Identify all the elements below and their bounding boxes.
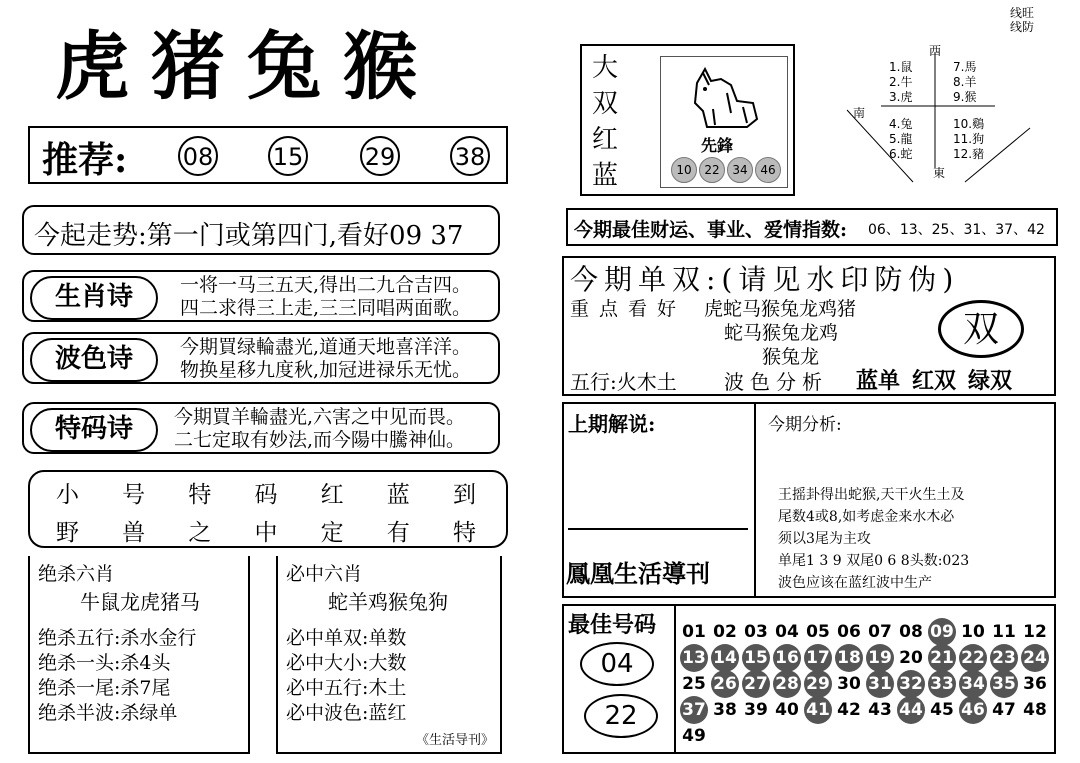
wave-label: 波色分析 bbox=[724, 370, 828, 394]
kill-item bbox=[38, 701, 196, 726]
must-item bbox=[286, 626, 406, 651]
focus-line: 虎蛇马猴兔龙鸡猪 bbox=[704, 298, 857, 320]
must-animals: 蛇羊鸡猴兔狗 bbox=[328, 590, 448, 614]
best-numbers-box bbox=[562, 604, 1056, 754]
banner-row bbox=[56, 514, 476, 547]
zodiac-item: 5.龍 bbox=[889, 132, 913, 146]
focus-line: 猴兔龙 bbox=[762, 346, 820, 368]
banner-char: 红 bbox=[320, 482, 344, 508]
banner-char: 特 bbox=[452, 520, 476, 546]
poem-label: 生肖诗 bbox=[30, 276, 158, 320]
banner-char: 中 bbox=[254, 520, 278, 546]
banner-box bbox=[28, 470, 508, 548]
compass-east: 東 bbox=[933, 166, 946, 180]
topright-notes bbox=[1010, 6, 1034, 34]
divider bbox=[568, 528, 748, 530]
grid-number: 47 bbox=[992, 700, 1016, 720]
zodiac-right bbox=[953, 60, 984, 162]
must-item bbox=[286, 651, 406, 676]
grid-number: 29 bbox=[804, 670, 832, 698]
analysis-line: 尾数4或8,如考虑金来水木必 bbox=[778, 509, 955, 525]
grid-number: 25 bbox=[682, 674, 706, 694]
grid-number: 33 bbox=[928, 670, 956, 698]
grid-number: 07 bbox=[868, 622, 892, 642]
must-item-label: 必中五行: bbox=[286, 677, 369, 699]
note-line: 线防 bbox=[1010, 20, 1035, 34]
must-title: 必中六肖 bbox=[286, 563, 363, 585]
kill-title: 绝杀六肖 bbox=[38, 563, 115, 585]
kill-item-value: 杀水金行 bbox=[120, 627, 197, 649]
grid-number: 14 bbox=[711, 644, 739, 672]
dog-ball: 10 bbox=[671, 157, 697, 183]
wuxing-text: 五行:火木土 bbox=[570, 370, 677, 394]
grid-number: 05 bbox=[806, 622, 830, 642]
double-badge: 双 bbox=[938, 300, 1024, 358]
banner-char: 小 bbox=[56, 482, 79, 508]
mascot-box bbox=[580, 44, 795, 196]
zodiac-item: 2.牛 bbox=[889, 75, 913, 89]
grid-number: 11 bbox=[992, 622, 1016, 642]
must-item-value: 木土 bbox=[368, 677, 407, 699]
zodiac-item: 10.鷄 bbox=[953, 117, 985, 131]
zodiac-compass bbox=[845, 40, 1040, 190]
must-panel bbox=[276, 556, 502, 754]
kill-item-label: 绝杀五行: bbox=[38, 627, 121, 649]
trend-box bbox=[22, 205, 500, 255]
must-item bbox=[286, 701, 406, 726]
zodiac-item: 9.猴 bbox=[953, 90, 977, 104]
last-label: 上期解说: bbox=[568, 412, 656, 436]
must-item-value: 单数 bbox=[368, 627, 407, 649]
zodiac-left bbox=[889, 60, 912, 162]
grid-number: 45 bbox=[930, 700, 954, 720]
grid-number: 08 bbox=[899, 622, 923, 642]
grid-number: 03 bbox=[744, 622, 768, 642]
grid-number: 28 bbox=[773, 670, 801, 698]
grid-number: 04 bbox=[775, 622, 799, 642]
zodiac-item: 4.兔 bbox=[889, 117, 913, 131]
recommend-box bbox=[28, 126, 508, 184]
banner-char: 蓝 bbox=[386, 482, 410, 508]
grid-number: 02 bbox=[713, 622, 737, 642]
best-picks-panel bbox=[564, 606, 676, 752]
wave-values bbox=[856, 364, 1012, 395]
poem-row bbox=[22, 270, 500, 322]
kill-item bbox=[38, 676, 196, 701]
banner-char: 到 bbox=[452, 482, 476, 508]
banner-char: 野 bbox=[56, 520, 79, 546]
recommend-number: 29 bbox=[360, 136, 400, 176]
analysis-line: 王摇卦得出蛇猴,天干火生土及 bbox=[778, 487, 965, 503]
grid-number: 23 bbox=[990, 644, 1018, 672]
grid-number: 26 bbox=[711, 670, 739, 698]
poem-line: 物换星移九度秋,加冠进禄乐无忧。 bbox=[180, 359, 472, 381]
oddeven-title: 今期单双:(请见水印防伪) bbox=[570, 263, 960, 296]
fortune-box bbox=[566, 208, 1058, 246]
analysis-text bbox=[778, 484, 969, 594]
best-label: 最佳号码 bbox=[568, 612, 657, 638]
wave-value: 红双 bbox=[912, 368, 957, 394]
analysis-line: 波色应该在蓝红波中生产 bbox=[778, 575, 932, 591]
kill-animals: 牛鼠龙虎猪马 bbox=[80, 590, 200, 614]
grid-number: 18 bbox=[835, 644, 863, 672]
grid-number: 19 bbox=[866, 644, 894, 672]
grid-number: 27 bbox=[742, 670, 770, 698]
poem-row bbox=[22, 332, 500, 384]
dog-icon bbox=[687, 63, 763, 131]
grid-number: 42 bbox=[837, 700, 861, 720]
oddeven-box bbox=[562, 256, 1056, 396]
kill-item-label: 绝杀一头: bbox=[38, 652, 121, 674]
grid-number: 31 bbox=[866, 670, 894, 698]
kill-item bbox=[38, 626, 196, 651]
grid-number: 35 bbox=[990, 670, 1018, 698]
recommend-number: 15 bbox=[268, 136, 308, 176]
grid-number: 22 bbox=[959, 644, 987, 672]
grid-number: 49 bbox=[682, 726, 706, 746]
analysis-line: 单尾1 3 9 双尾0 6 8头数:023 bbox=[778, 553, 970, 569]
fortune-numbers: 06、13、25、31、37、42 bbox=[868, 222, 1045, 238]
wave-value: 绿双 bbox=[968, 368, 1013, 394]
poem-line: 一将一马三五天,得出二九合吉四。 bbox=[180, 274, 472, 296]
dog-ball: 46 bbox=[755, 157, 781, 183]
vertical-char: 大 bbox=[592, 53, 619, 83]
poem-line: 今期買绿輪盡光,道通天地喜洋洋。 bbox=[180, 336, 472, 358]
vertical-char: 红 bbox=[592, 125, 619, 155]
brand-label: 鳳凰生活導刊 bbox=[566, 560, 710, 588]
page-title: 虎猪兔猴 bbox=[55, 24, 439, 110]
zodiac-item: 3.虎 bbox=[889, 90, 913, 104]
banner-char: 兽 bbox=[122, 520, 146, 546]
grid-number: 13 bbox=[680, 644, 708, 672]
banner-char: 有 bbox=[386, 520, 410, 546]
compass-south: 南 bbox=[853, 106, 866, 120]
must-item-label: 必中单双: bbox=[286, 627, 369, 649]
grid-number: 20 bbox=[899, 648, 923, 668]
grid-number: 15 bbox=[742, 644, 770, 672]
banner-row bbox=[56, 476, 476, 509]
zodiac-item: 1.鼠 bbox=[889, 60, 913, 74]
trend-text: 今起走势:第一门或第四门,看好09 37 bbox=[34, 221, 464, 251]
poem-line: 二七定取有妙法,而今陽中騰神仙。 bbox=[174, 429, 466, 451]
grid-number: 16 bbox=[773, 644, 801, 672]
recommend-label: 推荐: bbox=[42, 139, 128, 181]
analysis-box bbox=[562, 402, 1056, 598]
dog-ball: 34 bbox=[727, 157, 753, 183]
vertical-char: 双 bbox=[592, 89, 619, 119]
grid-number: 48 bbox=[1023, 700, 1047, 720]
must-items bbox=[286, 626, 406, 726]
grid-number: 43 bbox=[868, 700, 892, 720]
banner-char: 特 bbox=[188, 482, 212, 508]
grid-number: 39 bbox=[744, 700, 768, 720]
kill-item-value: 杀绿单 bbox=[120, 702, 178, 724]
wave-value: 蓝单 bbox=[856, 368, 901, 394]
kill-items bbox=[38, 626, 196, 726]
number-grid bbox=[678, 618, 1054, 748]
must-item bbox=[286, 676, 406, 701]
poem-label: 波色诗 bbox=[30, 338, 158, 382]
this-label: 今期分析: bbox=[768, 415, 842, 435]
compass-west: 西 bbox=[929, 44, 942, 58]
grid-number: 36 bbox=[1023, 674, 1047, 694]
poem-line: 今期買羊輪盡光,六害之中见而畏。 bbox=[174, 406, 466, 428]
zodiac-item: 11.狗 bbox=[953, 132, 985, 146]
dog-ball: 22 bbox=[699, 157, 725, 183]
note-line: 线旺 bbox=[1010, 6, 1035, 20]
zodiac-item: 8.羊 bbox=[953, 75, 977, 89]
dog-card bbox=[660, 56, 788, 188]
poem-label: 特码诗 bbox=[30, 408, 158, 452]
kill-item-value: 杀4头 bbox=[120, 652, 171, 674]
kill-panel bbox=[28, 556, 250, 754]
vertical-char: 蓝 bbox=[592, 161, 619, 191]
grid-number: 44 bbox=[897, 696, 925, 724]
grid-number: 30 bbox=[837, 674, 861, 694]
analysis-line: 须以3尾为主攻 bbox=[778, 531, 871, 547]
banner-char: 码 bbox=[254, 482, 278, 508]
grid-number: 10 bbox=[961, 622, 985, 642]
poem-text bbox=[174, 406, 465, 452]
grid-number: 01 bbox=[682, 622, 706, 642]
zodiac-item: 6.蛇 bbox=[889, 147, 913, 161]
grid-number: 17 bbox=[804, 644, 832, 672]
poem-row bbox=[22, 402, 500, 454]
must-item-value: 蓝红 bbox=[368, 702, 407, 724]
source-label: 《生活导刊》 bbox=[415, 733, 494, 748]
zodiac-item: 12.豬 bbox=[953, 147, 985, 161]
must-item-label: 必中波色: bbox=[286, 702, 369, 724]
must-item-value: 大数 bbox=[368, 652, 407, 674]
side-vertical bbox=[592, 50, 618, 194]
focus-label: 重点看好 bbox=[570, 298, 687, 320]
grid-number: 06 bbox=[837, 622, 861, 642]
grid-number: 12 bbox=[1023, 622, 1047, 642]
focus-line: 蛇马猴兔龙鸡 bbox=[724, 322, 839, 344]
grid-number: 38 bbox=[713, 700, 737, 720]
zodiac-item: 7.馬 bbox=[953, 60, 977, 74]
kill-item-label: 绝杀一尾: bbox=[38, 677, 121, 699]
best-pick: 22 bbox=[584, 694, 658, 738]
dog-label: 先鋒 bbox=[701, 136, 734, 155]
last-period-panel bbox=[564, 404, 756, 596]
grid-number: 37 bbox=[680, 696, 708, 724]
grid-number: 41 bbox=[804, 696, 832, 724]
kill-item-value: 杀7尾 bbox=[120, 677, 171, 699]
grid-number: 40 bbox=[775, 700, 799, 720]
grid-number: 34 bbox=[959, 670, 987, 698]
grid-number: 21 bbox=[928, 644, 956, 672]
banner-char: 定 bbox=[320, 520, 344, 546]
must-item-label: 必中大小: bbox=[286, 652, 369, 674]
recommend-number: 08 bbox=[178, 136, 218, 176]
recommend-number: 38 bbox=[450, 136, 490, 176]
best-pick: 04 bbox=[580, 642, 654, 686]
banner-char: 之 bbox=[188, 520, 212, 546]
grid-number: 32 bbox=[897, 670, 925, 698]
poem-text bbox=[180, 336, 471, 382]
grid-number: 46 bbox=[959, 696, 987, 724]
banner-char: 号 bbox=[122, 482, 146, 508]
kill-item-label: 绝杀半波: bbox=[38, 702, 121, 724]
grid-number: 24 bbox=[1021, 644, 1049, 672]
poem-text bbox=[180, 274, 471, 320]
fortune-label: 今期最佳财运、事业、爱情指数: bbox=[574, 219, 848, 241]
kill-item bbox=[38, 651, 196, 676]
grid-number: 09 bbox=[928, 618, 956, 646]
poem-line: 四二求得三上走,三三同唱两面歌。 bbox=[180, 297, 472, 319]
